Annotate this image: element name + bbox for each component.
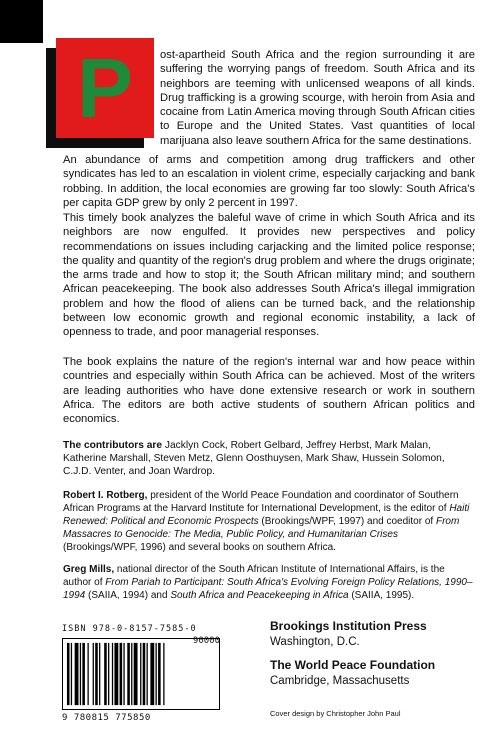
- barcode-bar: [104, 643, 107, 705]
- barcode-bar: [140, 643, 141, 705]
- lead-paragraph: ost-apartheid South Africa and the region surrounding it are suffering the worrying pangs of freedom. South Africa and its neighbors are teeming with unlicensed weapons of all kinds. Drug trafficking is a growing scourge, with heroin from Asia and cocaine from Latin America moving through South African cities to Europe and the United States. Vast quantities of local marijuana also leave southern Africa for the same destinations.: [160, 49, 475, 147]
- bio-text: (SAIIA, 1994) and: [85, 590, 171, 601]
- barcode-bar: [158, 643, 161, 705]
- barcode-bar: [156, 643, 157, 705]
- barcode-bar: [82, 643, 85, 705]
- barcode-bar: [71, 643, 72, 705]
- barcode-bar: [112, 643, 113, 705]
- bio-text: (Brookings/WPF, 1996) and several books on southern Africa.: [63, 542, 336, 553]
- barcode-bar: [150, 643, 154, 705]
- bio-text: national director of the South African Institute of International Affairs, is the author of: [63, 564, 445, 588]
- barcode-bar: [123, 643, 124, 705]
- barcode-bar: [143, 643, 146, 705]
- barcode-bar: [134, 643, 138, 705]
- contributors: [63, 439, 475, 479]
- book-title: From Massacres to Genocide: The Media, Public Policy, and Humanitarian Crises: [63, 516, 460, 540]
- publisher-brookings-place: Washington, D.C.: [270, 635, 360, 648]
- barcode-number: 9 780815 775850: [62, 713, 151, 723]
- corner-black-block: [0, 0, 43, 43]
- book-title: From Pariah to Participant: South Africa's Evolving Foreign Policy Relations, 1990–1994: [63, 577, 473, 601]
- publisher-brookings: Brookings Institution Press: [270, 619, 427, 633]
- contributors-heading: The contributors are: [63, 440, 163, 451]
- barcode-bar: [93, 643, 94, 705]
- bio-text: (SAIIA, 1995).: [348, 590, 415, 601]
- bio-text: (Brookings/WPF, 1997) and coeditor of: [258, 516, 436, 527]
- bio-name: Greg Mills,: [63, 564, 115, 575]
- barcode-bar: [87, 643, 88, 705]
- editor-bio-mills: [63, 563, 475, 602]
- contributors-names: Jacklyn Cock, Robert Gelbard, Jeffrey Herbst, Mark Malan, Katherine Marshall, Steven Metz, Glenn Oosthuysen, Mark Shaw, Hussein Solomon, C.J.D. Venter, and Joan Wardrop.: [63, 440, 445, 478]
- publisher-wpf: The World Peace Foundation: [270, 658, 436, 672]
- editor-bio-rotberg: [63, 489, 475, 554]
- dropcap: [56, 38, 154, 138]
- barcode-bar: [147, 643, 148, 705]
- dropcap-letter: P: [76, 41, 134, 135]
- barcode-addon: 90000: [192, 636, 220, 646]
- barcode-bar: [67, 643, 70, 705]
- bio-text: president of the World Peace Foundation and coordinator of Southern African Programs at the Harvard Institute for International Development, is the editor of: [63, 490, 459, 514]
- barcode: [62, 624, 220, 736]
- barcode-bar: [114, 643, 118, 705]
- publishers: [270, 619, 435, 688]
- barcode-bar: [131, 643, 132, 705]
- publisher-wpf-place: Cambridge, Massachusetts: [270, 674, 410, 687]
- barcode-bar: [75, 643, 79, 705]
- barcode-bar: [127, 643, 130, 705]
- barcode-bar: [120, 643, 123, 705]
- bio-name: Robert I. Rotberg,: [63, 490, 148, 501]
- barcode-bar: [99, 643, 100, 705]
- book-title: Haiti Renewed: Political and Economic Prospects: [63, 503, 470, 527]
- isbn-text: ISBN 978-0-8157-7585-0: [62, 624, 197, 634]
- paragraph-crime: An abundance of arms and competition among drug traffickers and other syndicates has led to an escalation in violent crime, especially carjacking and bank robbing. In addition, the local economies are growing far too slowly: South Africa's per capita GDP grew by only 2 percent in 1997.: [63, 154, 475, 209]
- barcode-bar: [163, 643, 164, 705]
- barcode-bar: [95, 643, 98, 705]
- cover-design-credit: Cover design by Christopher John Paul: [270, 709, 401, 718]
- paragraph-explains: The book explains the nature of the region's internal war and how peace within countries and especially within South Africa can be achieved. Most of the writers are leading authorities who have done extensive research or work in southern Africa. The editors are both active students of southern African politics and economics.: [63, 356, 475, 426]
- barcode-bar: [108, 643, 109, 705]
- paragraph-analysis: This timely book analyzes the baleful wave of crime in which South Africa and its neighbors are now engulfed. It provides new perspectives and policy recommendations on issues including carjacking and the limited police response; the quality and quantity of the region's drug problem and where the drugs originate; the arms trade and how to stop it; the South African military mind; and southern African peacekeeping. The book also addresses South Africa's illegal immigration problem and how the flood of aliens can be turned back, and the relationship between low economic growth and regional economic instability, a lack of openness to trade, and poor managerial responses.: [63, 212, 475, 339]
- book-title: South Africa and Peacekeeping in Africa: [170, 590, 349, 601]
- barcode-bar: [80, 643, 81, 705]
- barcode-bars: [62, 638, 220, 710]
